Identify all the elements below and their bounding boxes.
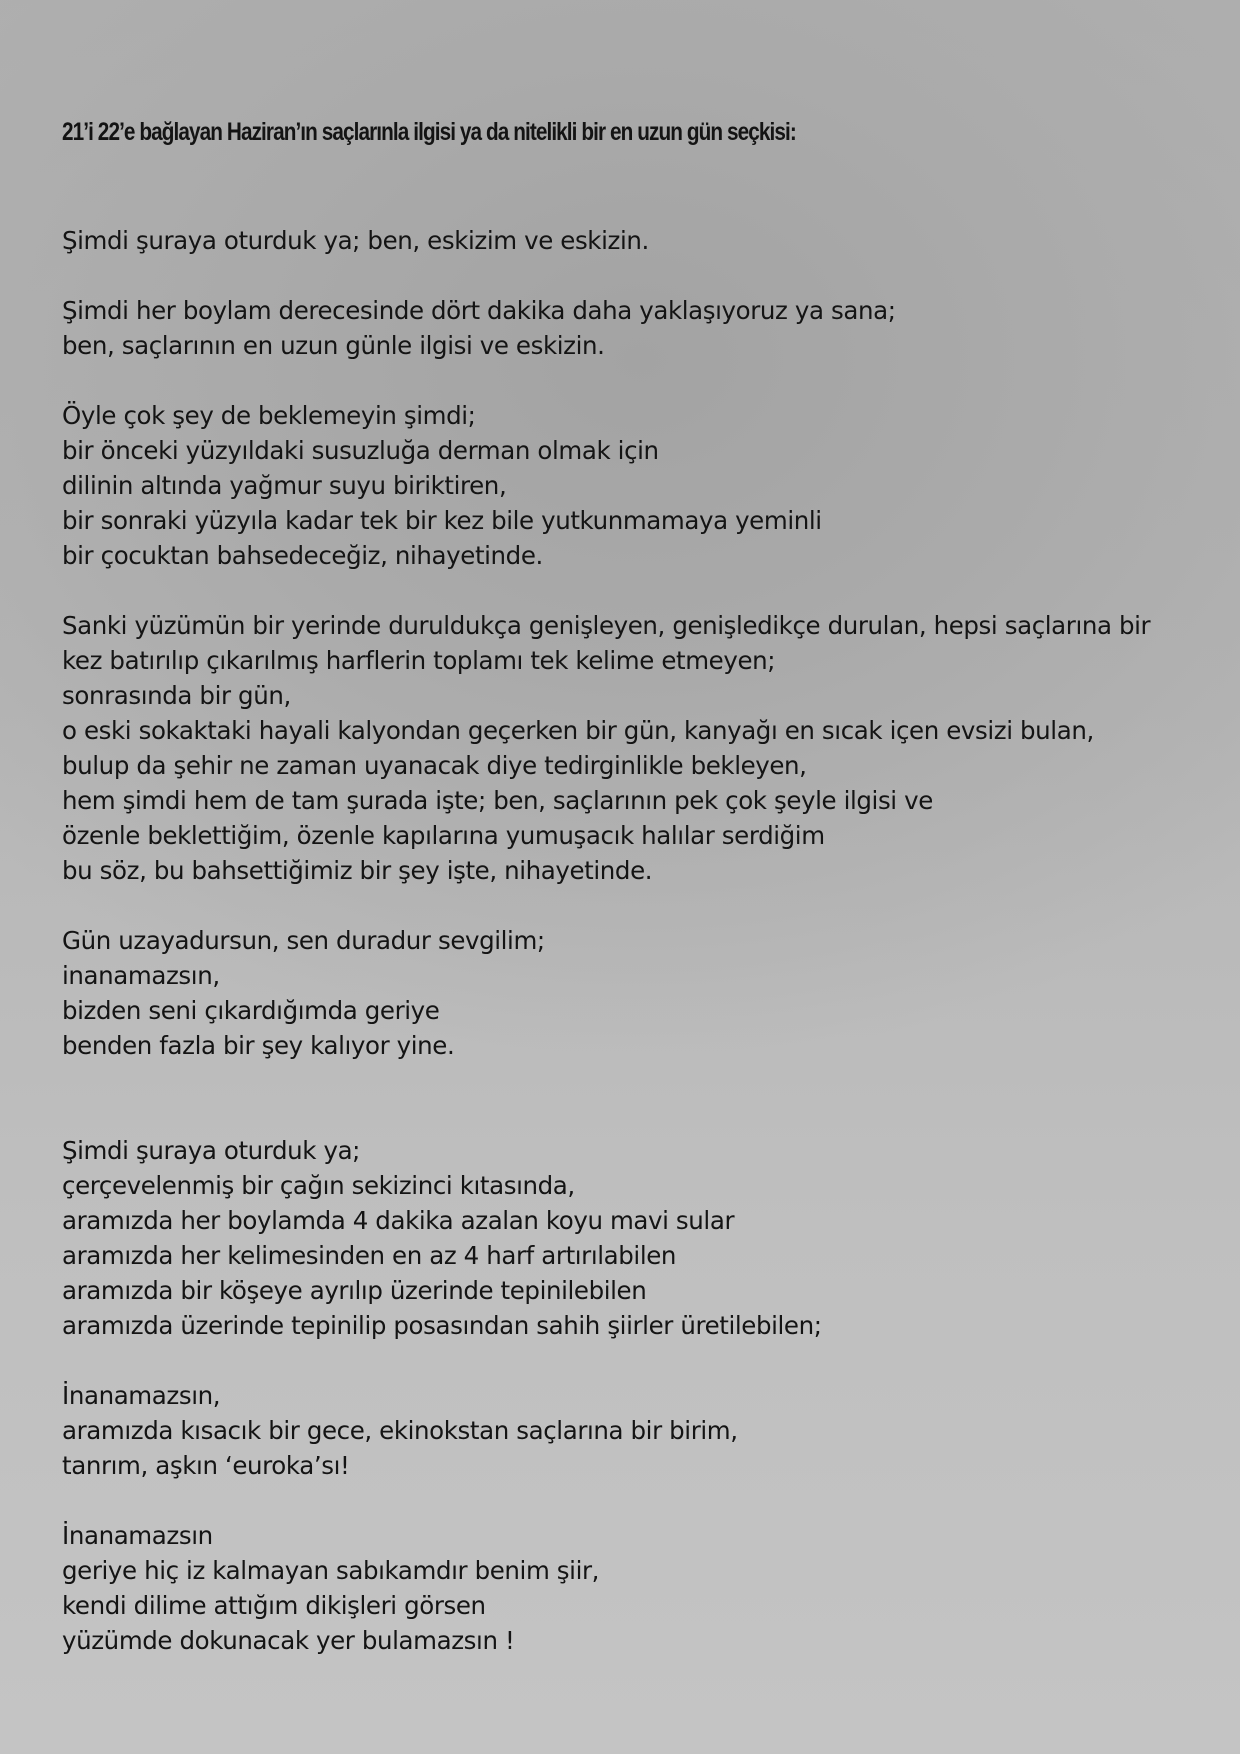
stanza xyxy=(62,398,1222,573)
poem-line: bir sonraki yüzyıla kadar tek bir kez bile yutkunmamaya yeminli xyxy=(62,506,822,535)
stanza xyxy=(62,923,1222,1063)
poem-line: ben, saçlarının en uzun günle ilgisi ve eskizin. xyxy=(62,331,605,360)
poem-line: bir çocuktan bahsedeceğiz, nihayetinde. xyxy=(62,541,543,570)
poem-line: hem şimdi hem de tam şurada işte; ben, saçlarının pek çok şeyle ilgisi ve xyxy=(62,786,933,815)
poem-body xyxy=(62,223,1222,1693)
poem-line: tanrım, aşkın ‘euroka’sı! xyxy=(62,1451,350,1480)
poem-line: geriye hiç iz kalmayan sabıkamdır benim şiir, xyxy=(62,1556,600,1585)
poem-line: kez batırılıp çıkarılmış harflerin toplamı tek kelime etmeyen; xyxy=(62,646,776,675)
stanza xyxy=(62,1378,1222,1483)
poem-line: o eski sokaktaki hayali kalyondan geçerken bir gün, kanyağı en sıcak içen evsizi bulan, xyxy=(62,716,1094,745)
poem-line: benden fazla bir şey kalıyor yine. xyxy=(62,1031,455,1060)
poem-line: bir önceki yüzyıldaki susuzluğa derman olmak için xyxy=(62,436,659,465)
poem-line: Öyle çok şey de beklemeyin şimdi; xyxy=(62,401,476,430)
poem-line: aramızda üzerinde tepinilip posasından sahih şiirler üretilebilen; xyxy=(62,1311,822,1340)
stanza xyxy=(62,1133,1222,1343)
poem-line: aramızda bir köşeye ayrılıp üzerinde tepinilebilen xyxy=(62,1276,647,1305)
poem-line: Şimdi şuraya oturduk ya; xyxy=(62,1136,361,1165)
poem-line: Sanki yüzümün bir yerinde duruldukça genişleyen, genişledikçe durulan, hepsi saçlarına bir xyxy=(62,611,1151,640)
poem-line: yüzümde dokunacak yer bulamazsın ! xyxy=(62,1626,515,1655)
poem-line: dilinin altında yağmur suyu biriktiren, xyxy=(62,471,507,500)
poem-line: sonrasında bir gün, xyxy=(62,681,291,710)
stanza xyxy=(62,293,1222,363)
poem-line: İnanamazsın, xyxy=(62,1381,221,1410)
poem-line: Şimdi şuraya oturduk ya; ben, eskizim ve eskizin. xyxy=(62,226,649,255)
stanza xyxy=(62,223,1222,258)
document-title: 21’i 22’e bağlayan Haziran’ın saçlarınla ilgisi ya da nitelikli bir en uzun gün seçkisi: xyxy=(62,118,796,146)
stanza xyxy=(62,608,1222,888)
poem-line: inanamazsın, xyxy=(62,961,220,990)
poem-line: Gün uzayadursun, sen duradur sevgilim; xyxy=(62,926,545,955)
poem-line: bu söz, bu bahsettiğimiz bir şey işte, nihayetinde. xyxy=(62,856,653,885)
poem-line: aramızda her kelimesinden en az 4 harf artırılabilen xyxy=(62,1241,677,1270)
poem-line: bizden seni çıkardığımda geriye xyxy=(62,996,440,1025)
poem-line: aramızda her boylamda 4 dakika azalan koyu mavi sular xyxy=(62,1206,735,1235)
poem-line: aramızda kısacık bir gece, ekinokstan saçlarına bir birim, xyxy=(62,1416,738,1445)
poem-line: İnanamazsın xyxy=(62,1521,213,1550)
poem-line: çerçevelenmiş bir çağın sekizinci kıtasında, xyxy=(62,1171,575,1200)
stanza xyxy=(62,1518,1222,1658)
poem-line: bulup da şehir ne zaman uyanacak diye tedirginlikle bekleyen, xyxy=(62,751,807,780)
poem-line: kendi dilime attığım dikişleri görsen xyxy=(62,1591,486,1620)
poem-line: Şimdi her boylam derecesinde dört dakika daha yaklaşıyoruz ya sana; xyxy=(62,296,896,325)
poem-line: özenle beklettiğim, özenle kapılarına yumuşacık halılar serdiğim xyxy=(62,821,825,850)
